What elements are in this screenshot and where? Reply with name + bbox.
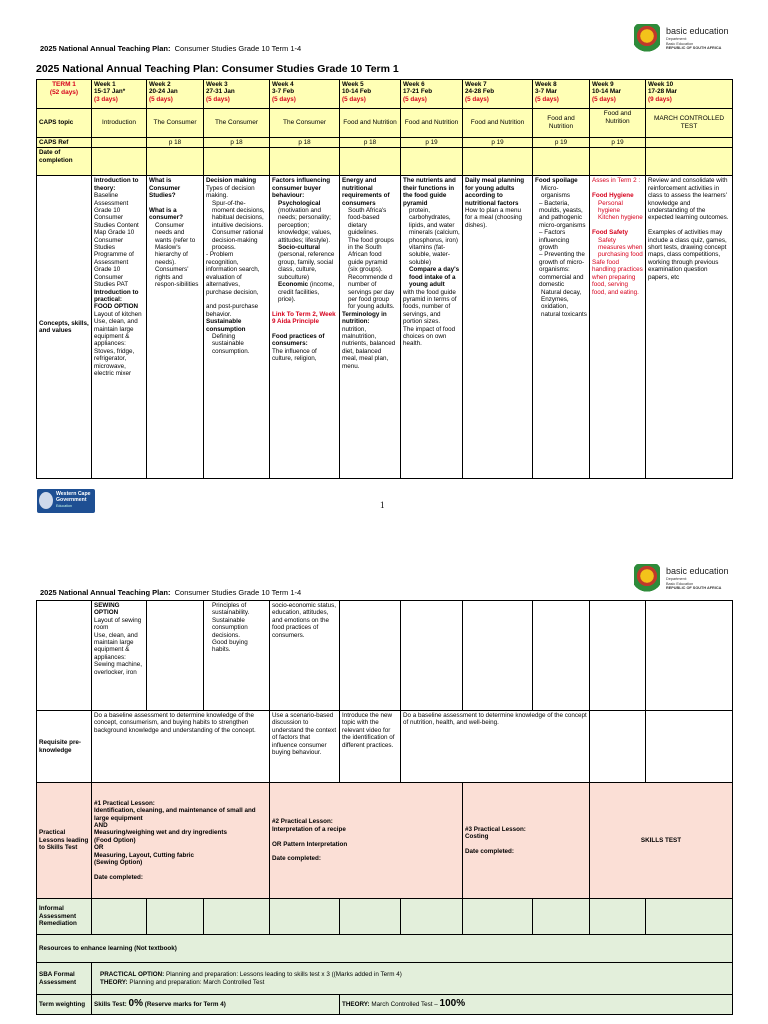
teaching-plan-table-term1 — [36, 79, 733, 479]
week-1-header: Week 1 15-17 Jan* (3 days) — [92, 80, 147, 109]
week-9-header: Week 9 10-14 Mar (5 days) — [590, 80, 646, 109]
header-row: TERM 1 (52 days) Week 1 15-17 Jan* (3 days) Week 2 20-24 Jan (5 days) Week 3 27-31 Jan (5 days) Week 4 3-7 Feb (5 days) Week 5 10-14 Feb (5 days) Week 6 17-21 Feb (5 days) Week 7 24-28 Feb (5 days) Week 8 3-7 Mar (5 days) Week 9 10-14 Mar (5 days) Week 10 17-28 Mar (9 days) — [37, 80, 733, 109]
informal-assessment-row: Informal Assessment Remediation — [37, 899, 733, 935]
resources-row: Resources to enhance learning (Not textbook) — [37, 935, 733, 963]
date-completion-row: Date of completion — [37, 148, 733, 176]
page-number: 1 — [380, 500, 385, 510]
western-cape-government-logo: Western Cape Government Education — [37, 489, 95, 513]
week-8-header: Week 8 3-7 Mar (5 days) — [533, 80, 590, 109]
teaching-plan-table-term1-cont — [36, 600, 733, 1015]
coat-of-arms-icon — [634, 24, 660, 54]
running-header-2: 2025 National Annual Teaching Plan: Consumer Studies Grade 10 Term 1-4 — [40, 588, 302, 597]
concepts-week-10: Review and consolidate with reinforcement activities in class to assess the learners' knowledge and understanding of the expected learning outcomes. Examples of activities may include a class quiz, games, short tests, drawing concept maps, class competitions, working through previous examination question papers, etc — [646, 176, 733, 479]
sba-row: SBA Formal Assessment • PRACTICAL OPTION: Planning and preparation: Lessons leading to skills test x 3 ((Marks added in Term 4) • THEORY: Planning and preparation: March Controlled Test — [37, 963, 733, 995]
document-title: 2025 National Annual Teaching Plan: Consumer Studies Grade 10 Term 1 — [36, 63, 399, 75]
week-3-header: Week 3 27-31 Jan (5 days) — [204, 80, 270, 109]
week-7-header: Week 7 24-28 Feb (5 days) — [463, 80, 533, 109]
concepts-week-3: Decision making Types of decision making. • Spur-of-the-moment decisions, habitual decisions, intuitive decisions. • Consumer rational decision-making process. - Problem recognition, information search, evaluation of alternatives, purchase decision, and post-purchase behavior. Sustainable consumption • Defining sustainable consumption. — [204, 176, 270, 479]
wcg-crest-icon — [39, 492, 53, 509]
concepts-week-5: Energy and nutritional requirements of consumers • South Africa's food-based dietary guidelines. • The food groups in the South African food guide pyramid (six groups). • Recommende d number of servings per day per food group for young adults. Terminology in nutrition: nutrition, malnutrition, nutrients, balanced diet, balanced meal, meal plan, menu. — [340, 176, 401, 479]
concepts-week-9: Asses in Term 2 : Food Hygiene • Personal hygiene • Kitchen hygiene Food Safety • Safety measures when purchasing food Safe food handling practices when preparing food, serving food, and eating. — [590, 176, 646, 479]
concepts-week-1: Introduction to theory: Baseline Assessment Grade 10 Consumer Studies Content Map Grade 10 Consumer Studies Programme of Assessment Grade 10 Consumer Studies PAT Introduction to practical: FOOD OPTION Layout of kitchen Use, clean, and maintain large equipment & appliances: Stoves, fridge, refrigerator, microwave, electric mixer — [92, 176, 147, 479]
concepts-week-2: What is Consumer Studies? What is a consumer? • Consumer needs and wants (refer to • Maslow's hierarchy of needs). • Consumers' rights and respon-sibilities — [147, 176, 204, 479]
concepts-row: Concepts, skills, and values Introduction to theory: Baseline Assessment Grade 10 Consumer Studies Content Map Grade 10 Consumer Studies Programme of Assessment Grade 10 Consumer Studies PAT Introduction to practical: FOOD OPTION Layout of kitchen Use, clean, and maintain large equipment & appliances: Stoves, fridge, refrigerator, microwave, electric mixer What is Consumer Studies? What is a consumer? • Consumer needs and wants (refer to • Maslow's hierarchy of needs). • Consumers' rights and respon-sibilities Decision making Types of decision making. • Spur-of-the-moment decisions, habitual decisions, intuitive decisions. • Consumer rational decision-making process. - Problem recognition, information search, evaluation of alternatives, purchase decision, and post-purchase behavior. Sustainable consumption • Defining sustainable consumption. Factors influencing consumer buyer behaviour: • Psychological (motivation and needs; personality; perception; knowledge; values, attitudes; lifestyle). • Socio-cultural (personal, reference group, family, social class, culture, subculture) • Economic (income, credit facilities, price). Link To Term 2, Week 9 Aida Principle Food practices of consumers: The influence of culture, religion, Energy and nutritional requirements of consumers • South Africa's food-based dietary guidelines. • The food groups in the South African food guide pyramid (six groups). • Recommende d number of servings per day per food group for young adults. Terminology in nutrition: nutrition, malnutrition, nutrients, balanced diet, balanced meal, meal plan, menu. The nutrients and their functions in the food guide pyramid • protein, carbohydrates, lipids, and water • minerals (calcium, phosphorus, iron) • vitamins (fat-soluble, water-soluble) • Compare a day's food intake of a young adult with the food guide pyramid in terms of foods, number of servings, and portion sizes. The impact of food choices on own health. Daily meal planning for young adults according to nutritional factors How to plan a menu for a meal (choosing dishes). Food spoilage • Micro-organisms – Bacteria, moulds, yeasts, and pathogenic micro-organisms – Factors influencing growth – Preventing the growth of micro-organisms: commercial and domestic • Natural decay, Enzymes, oxidation, natural toxicants Asses in Term 2 : Food Hygiene • Personal hygiene • Kitchen hygiene Food Safety • Safety measures when purchasing food Safe food handling practices when preparing food, serving food, and eating. Review and consolidate with reinforcement activities in class to assess the learners' knowledge and understanding of the expected learning outcomes. Examples of activities may include a class quiz, games, short tests, drawing concept maps, class competitions, working through previous examination question papers, etc — [37, 176, 733, 479]
basic-education-logo: basic education Department: Basic Education REPUBLIC OF SOUTH AFRICA — [634, 24, 764, 56]
concepts-week-7: Daily meal planning for young adults according to nutritional factors How to plan a menu for a meal (choosing dishes). — [463, 176, 533, 479]
concepts-week-4: Factors influencing consumer buyer behaviour: • Psychological (motivation and needs; personality; perception; knowledge; values, attitudes; lifestyle). • Socio-cultural (personal, reference group, family, social class, culture, subculture) • Economic (income, credit facilities, price). Link To Term 2, Week 9 Aida Principle Food practices of consumers: The influence of culture, religion, — [270, 176, 340, 479]
coat-of-arms-icon — [634, 564, 660, 594]
concepts-row-cont: SEWING OPTION Layout of sewing room Use, clean, and maintain large equipment & appliances: Sewing machine, overlocker, iron • Principles of sustainability. • Sustainable consumption decisions. • Good buying habits. socio-economic status, education, attitudes, and emotions on the food practices of consumers. — [37, 601, 733, 711]
basic-education-logo-2: basic education Department: Basic Education REPUBLIC OF SOUTH AFRICA — [634, 564, 764, 596]
concepts-week-6: The nutrients and their functions in the food guide pyramid • protein, carbohydrates, lipids, and water • minerals (calcium, phosphorus, iron) • vitamins (fat-soluble, water-soluble) • Compare a day's food intake of a young adult with the food guide pyramid in terms of foods, number of servings, and portion sizes. The impact of food choices on own health. — [401, 176, 463, 479]
practical-lessons-row: Practical Lessons leading to Skills Test #1 Practical Lesson: Identification, cleaning, and maintenance of small and large equipment AND Measuring/weighing wet and dry ingredients (Food Option) OR Measuring, Layout, Cutting fabric (Sewing Option) Date completed: #2 Practical Lesson: Interpretation of a recipe OR Pattern Interpretation Date completed: #3 Practical Lesson: Costing Date completed: SKILLS TEST — [37, 783, 733, 899]
week-2-header: Week 2 20-24 Jan (5 days) — [147, 80, 204, 109]
term-weighting-row: Term weighting Skills Test: 0% (Reserve marks for Term 4) THEORY: March Controlled Test – 100% — [37, 995, 733, 1015]
week-4-header: Week 4 3-7 Feb (5 days) — [270, 80, 340, 109]
caps-topic-row: CAPS topic Introduction The Consumer The Consumer The Consumer Food and Nutrition Food and Nutrition Food and Nutrition Food and Nutrition Food and Nutrition MARCH CONTROLLED TEST — [37, 109, 733, 138]
caps-ref-row: CAPS Ref p 18 p 18 p 18 p 18 p 19 p 19 p 19 p 19 — [37, 138, 733, 148]
concepts-week-8: Food spoilage • Micro-organisms – Bacteria, moulds, yeasts, and pathogenic micro-organisms – Factors influencing growth – Preventing the growth of micro-organisms: commercial and domestic • Natural decay, Enzymes, oxidation, natural toxicants — [533, 176, 590, 479]
week-6-header: Week 6 17-21 Feb (5 days) — [401, 80, 463, 109]
week-10-header: Week 10 17-28 Mar (9 days) — [646, 80, 733, 109]
running-header: 2025 National Annual Teaching Plan: Consumer Studies Grade 10 Term 1-4 — [40, 44, 302, 53]
prereq-row: Requisite pre-knowledge Do a baseline assessment to determine knowledge of the concept, consumerism, and buying habits to strengthen background knowledge and understanding of the concept. Use a scenario-based discussion to understand the context of factors that influence consumer buying behaviour. Introduce the new topic with the relevant video for the identification of different practices. Do a baseline assessment to determine knowledge of the concept of nutrition, health, and well-being. — [37, 711, 733, 783]
week-5-header: Week 5 10-14 Feb (5 days) — [340, 80, 401, 109]
